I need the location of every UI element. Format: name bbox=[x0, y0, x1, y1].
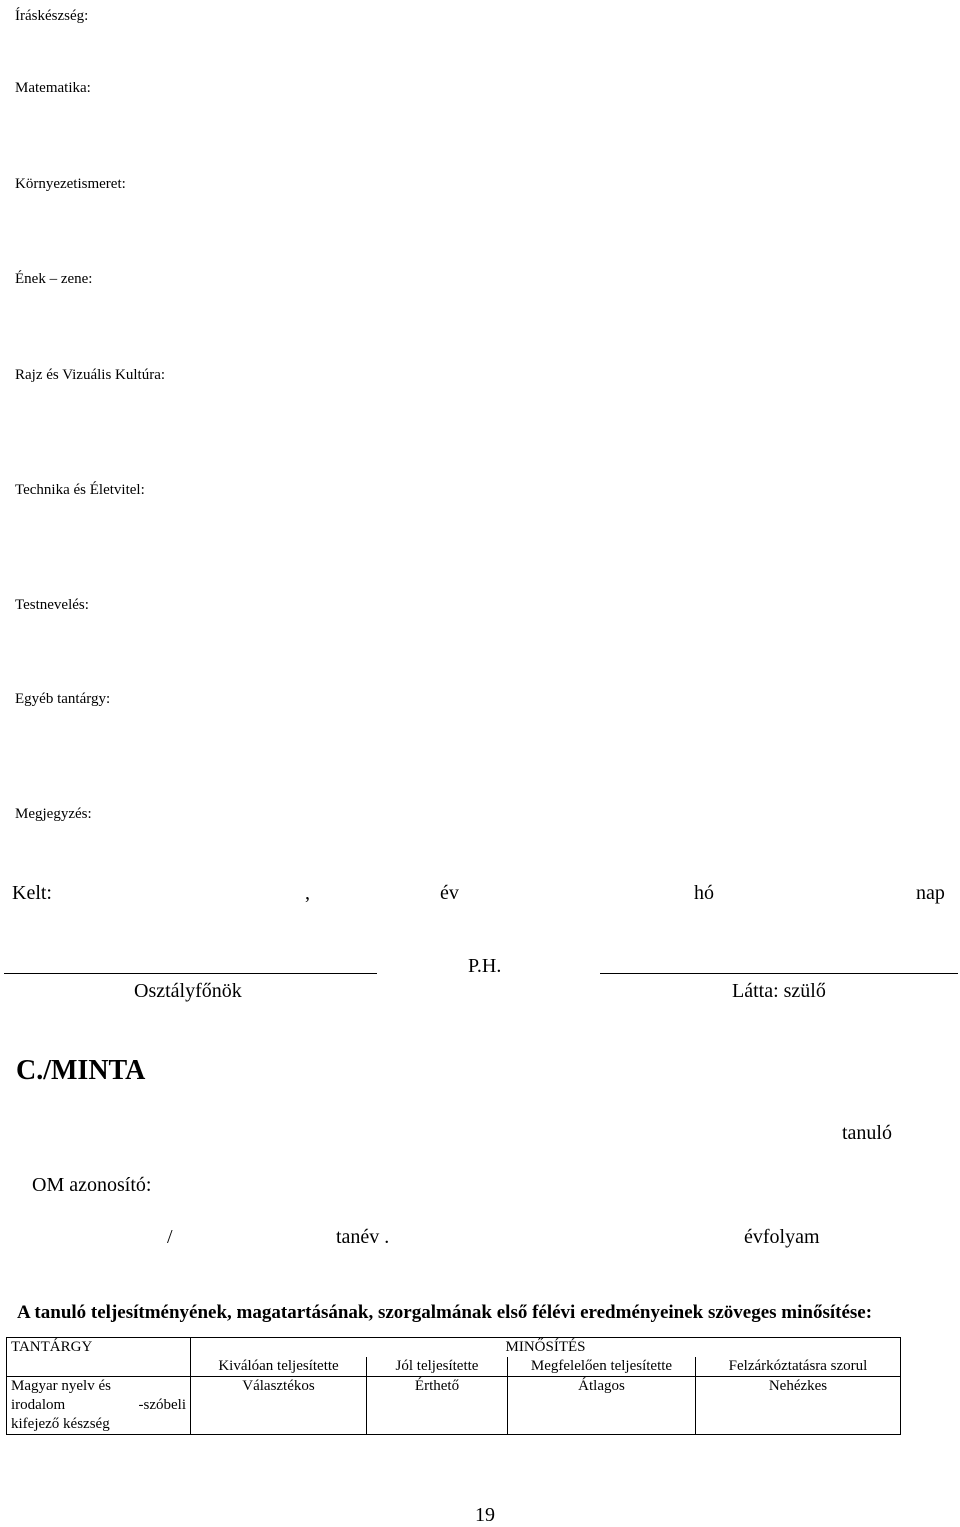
subject-iraskeszseg: Íráskészség: bbox=[15, 8, 89, 24]
subject-kornyezetismeret: Környezetismeret: bbox=[15, 176, 126, 192]
row-subject-cell bbox=[7, 1377, 191, 1435]
row-value-adequate: Átlagos bbox=[508, 1377, 696, 1435]
level-good: Jól teljesítette bbox=[367, 1357, 508, 1377]
subject-enek-zene: Ének – zene: bbox=[15, 271, 93, 287]
assessment-heading: A tanuló teljesítményének, magatartásának, szorgalmának első félévi eredményeinek szöveges minősítése: bbox=[17, 1302, 873, 1323]
subject-rajz: Rajz és Vizuális Kultúra: bbox=[15, 367, 166, 383]
date-comma: , bbox=[305, 882, 310, 904]
date-kelt-label: Kelt: bbox=[12, 882, 52, 904]
page-number: 19 bbox=[475, 1504, 495, 1526]
teacher-signature-line bbox=[4, 973, 377, 974]
date-day-label: nap bbox=[916, 882, 945, 904]
row-subject-line-2 bbox=[11, 1396, 186, 1415]
year-slash: / bbox=[167, 1226, 173, 1248]
seal-placeholder: P.H. bbox=[468, 955, 502, 977]
row-subject-line-3: kifejező készség bbox=[11, 1416, 110, 1432]
school-year-label: tanév . bbox=[336, 1226, 390, 1248]
parent-signature-line bbox=[600, 973, 958, 974]
date-month-label: hó bbox=[694, 882, 714, 904]
row-subject-line-1: Magyar nyelv és bbox=[11, 1378, 111, 1394]
grade-level-label: évfolyam bbox=[744, 1226, 820, 1248]
row-value-excellent: Választékos bbox=[191, 1377, 367, 1435]
subject-testneveles: Testnevelés: bbox=[15, 597, 89, 613]
table-row bbox=[7, 1377, 901, 1435]
row-value-good: Érthető bbox=[367, 1377, 508, 1435]
teacher-signature-label: Osztályfőnök bbox=[134, 980, 242, 1002]
om-id-label: OM azonosító: bbox=[32, 1174, 152, 1196]
parent-signature-label: Látta: szülő bbox=[732, 980, 826, 1002]
subject-column-header: TANTÁRGY bbox=[7, 1338, 191, 1377]
level-adequate: Megfelelően teljesítette bbox=[508, 1357, 696, 1377]
rating-column-header: MINŐSÍTÉS bbox=[191, 1338, 901, 1358]
subject-matematika: Matematika: bbox=[15, 80, 91, 96]
section-title: C./MINTA bbox=[16, 1055, 146, 1086]
date-year-label: év bbox=[440, 882, 459, 904]
table-header-row bbox=[7, 1338, 901, 1358]
level-needs-catchup: Felzárkóztatásra szorul bbox=[696, 1357, 901, 1377]
level-excellent: Kiválóan teljesítette bbox=[191, 1357, 367, 1377]
remarks-label: Megjegyzés: bbox=[15, 806, 92, 822]
row-subject-szobeli: -szóbeli bbox=[138, 1397, 186, 1413]
subject-technika: Technika és Életvitel: bbox=[15, 482, 145, 498]
row-subject-irodalom: irodalom bbox=[11, 1397, 66, 1413]
row-value-needs-catchup: Nehézkes bbox=[696, 1377, 901, 1435]
assessment-table bbox=[6, 1337, 901, 1435]
student-label: tanuló bbox=[842, 1122, 892, 1144]
subject-egyeb: Egyéb tantárgy: bbox=[15, 691, 111, 707]
